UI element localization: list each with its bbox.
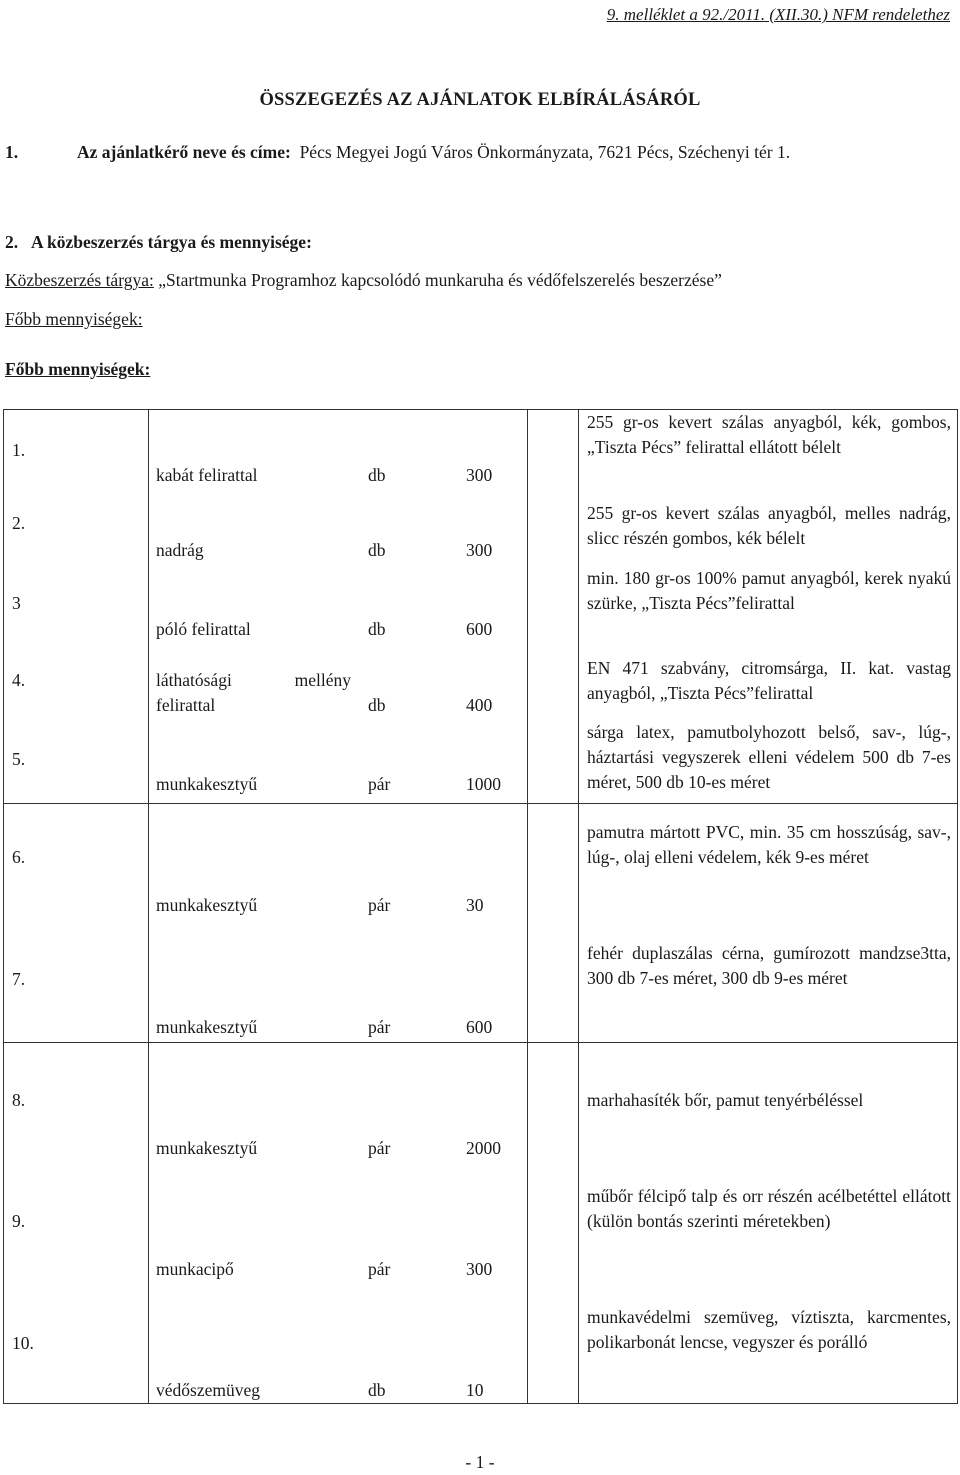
item-description: EN 471 szabvány, citromsárga, II. kat. vastag anyagból, „Tiszta Pécs”felirattal [587, 658, 951, 703]
item-unit: db [368, 540, 386, 560]
annex-reference: 9. melléklet a 92./2011. (XII.30.) NFM rendelethez [606, 5, 950, 24]
item-name: póló felirattal [156, 619, 251, 639]
item-number: 7. [12, 969, 26, 989]
item-description: műbőr félcipő talp és orr részén acélbetéttel ellátott (külön bontás szerinti méretekben) [587, 1186, 951, 1231]
item-name: védőszemüveg [156, 1380, 260, 1400]
item-unit: pár [368, 774, 391, 794]
item-description: pamutra mártott PVC, min. 35 cm hosszúság, sav-, lúg-, olaj elleni védelem, kék 9-es méret [587, 822, 951, 867]
section-2-number: 2. [5, 232, 19, 252]
item-unit: pár [368, 1259, 391, 1279]
item-quantity: 300 [466, 465, 493, 485]
section-2-label: A közbeszerzés tárgya és mennyisége: [31, 232, 312, 252]
subject-value: „Startmunka Programhoz kapcsolódó munkaruha és védőfelszerelés beszerzése” [153, 270, 722, 290]
table-col-divider [148, 409, 149, 1404]
item-number: 8. [12, 1090, 26, 1110]
item-quantity: 2000 [466, 1138, 501, 1158]
item-unit: db [368, 1380, 386, 1400]
item-quantity: 300 [466, 1259, 493, 1279]
section-1-label: Az ajánlatkérő neve és címe: [77, 142, 291, 162]
table-col-divider [527, 409, 528, 1404]
item-number: 5. [12, 749, 26, 769]
item-name: láthatósági mellény felirattal [156, 670, 351, 715]
table-right-border [957, 409, 958, 1404]
contracting-authority-section [5, 140, 950, 165]
item-name: munkakesztyű [156, 1017, 258, 1037]
item-unit: db [368, 465, 386, 485]
table-bottom-border [3, 1403, 958, 1404]
item-description: 255 gr-os kevert szálas anyagból, kék, gombos, „Tiszta Pécs” felirattal ellátott bélelt [587, 412, 951, 457]
item-description: sárga latex, pamutbolyhozott belső, sav-, lúg-, háztartási vegyszerek elleni védelem 500 db 7-es méret, 500 db 10-es méret [587, 722, 951, 792]
item-name: munkacipő [156, 1259, 234, 1279]
procurement-subject-line [5, 268, 722, 293]
item-name: munkakesztyű [156, 895, 258, 915]
section-1-number: 1. [5, 142, 19, 162]
page-number: - 1 - [465, 1452, 495, 1472]
item-quantity: 400 [466, 695, 493, 715]
item-description: fehér duplaszálas cérna, gumírozott mandzse3tta, 300 db 7-es méret, 300 db 9-es méret [587, 943, 951, 988]
item-unit: db [368, 695, 386, 715]
item-number: 1. [12, 440, 26, 460]
item-name: munkakesztyű [156, 1138, 258, 1158]
item-number: 10. [12, 1333, 34, 1353]
item-quantity: 600 [466, 619, 493, 639]
item-quantity: 30 [466, 895, 484, 915]
section-1-value: Pécs Megyei Jogú Város Önkormányzata, 7621 Pécs, Széchenyi tér 1. [299, 142, 791, 162]
item-name: nadrág [156, 540, 204, 560]
item-unit: db [368, 619, 386, 639]
item-description: min. 180 gr-os 100% pamut anyagból, kerek nyakú szürke, „Tiszta Pécs”felirattal [587, 568, 951, 613]
item-unit: pár [368, 1138, 391, 1158]
item-name: munkakesztyű [156, 774, 258, 794]
table-row-divider [3, 803, 958, 804]
table-col-divider [578, 409, 579, 1404]
main-quantities-label: Főbb mennyiségek: [5, 309, 143, 329]
item-description: marhahasíték bőr, pamut tenyérbéléssel [587, 1090, 864, 1110]
item-quantity: 10 [466, 1380, 484, 1400]
quantities-table [3, 409, 958, 1404]
item-number: 9. [12, 1211, 26, 1231]
procurement-subject-heading [5, 230, 312, 255]
item-quantity: 600 [466, 1017, 493, 1037]
item-name: kabát felirattal [156, 465, 258, 485]
main-quantities-heading: Főbb mennyiségek: [5, 359, 151, 379]
subject-label: Közbeszerzés tárgya: [5, 270, 154, 290]
item-number: 6. [12, 847, 26, 867]
item-number: 2. [12, 513, 26, 533]
page-title: ÖSSZEGEZÉS AZ AJÁNLATOK ELBÍRÁLÁSÁRÓL [259, 90, 701, 110]
item-number: 3 [12, 593, 21, 613]
item-quantity: 1000 [466, 774, 501, 794]
item-description: 255 gr-os kevert szálas anyagból, melles nadrág, slicc részén gombos, kék bélelt [587, 503, 951, 548]
item-quantity: 300 [466, 540, 493, 560]
table-left-border [3, 409, 4, 1404]
item-number: 4. [12, 670, 26, 690]
table-row-divider [3, 1042, 958, 1043]
item-description: munkavédelmi szemüveg, víztiszta, karcmentes, polikarbonát lencse, vegyszer és porálló [587, 1307, 951, 1352]
item-unit: pár [368, 1017, 391, 1037]
item-unit: pár [368, 895, 391, 915]
